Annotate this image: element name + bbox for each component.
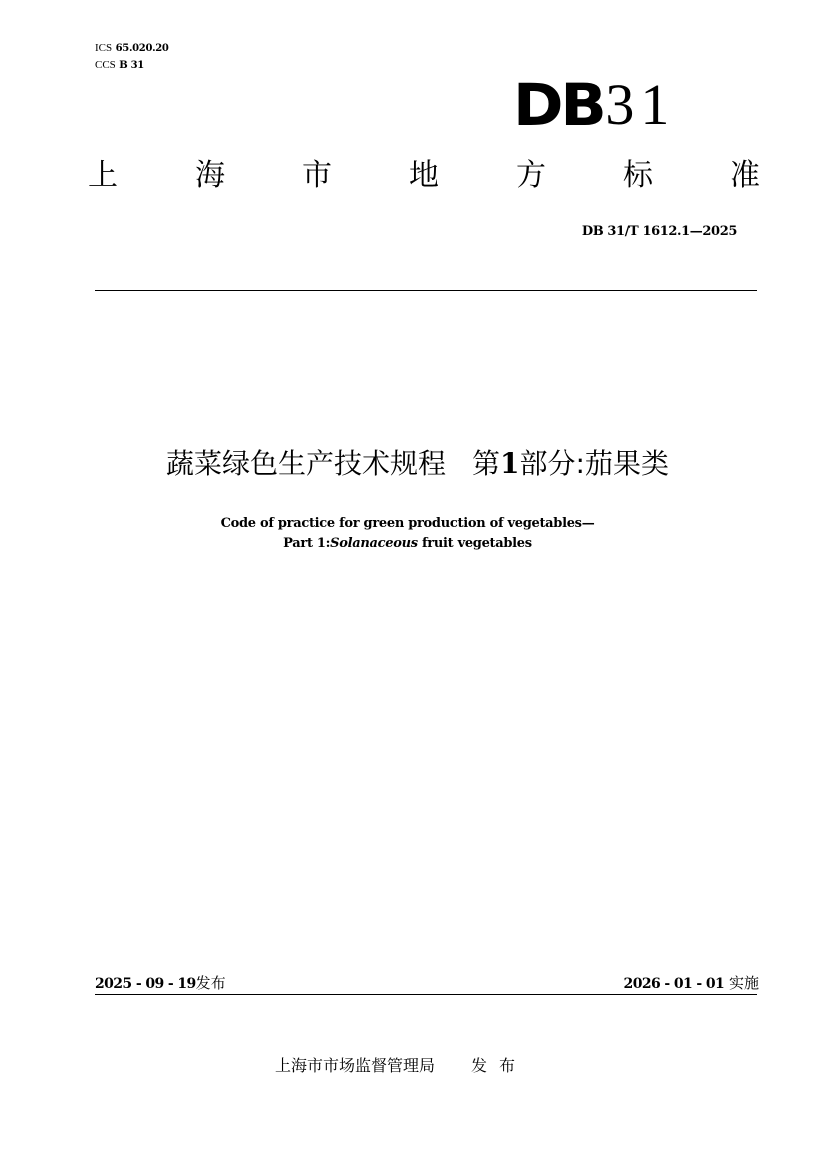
logo-number: 31	[605, 72, 676, 137]
publish-date-block	[95, 972, 226, 993]
title-en-part: Part 1:	[283, 536, 331, 551]
top-divider	[95, 290, 757, 291]
document-title-en	[0, 514, 815, 554]
title-en-italic: Solanaceous	[330, 536, 418, 551]
bottom-divider	[95, 994, 757, 995]
title-cn-part-rest: 部分:茄果类	[519, 447, 669, 480]
ics-line	[95, 40, 169, 57]
standard-type-char: 标	[623, 158, 653, 193]
standard-type-char: 准	[730, 158, 760, 193]
ccs-value: B 31	[119, 60, 144, 71]
title-cn-part-prefix: 第	[472, 447, 501, 480]
implement-date-block	[624, 972, 759, 993]
standard-type-char: 方	[516, 158, 546, 193]
ccs-line	[95, 57, 169, 74]
publish-label: 发布	[195, 974, 226, 992]
title-en-line1: Code of practice for green production of vegetables—	[220, 516, 595, 531]
logo-letters: DB	[513, 71, 604, 139]
publish-date: 2025 - 09 - 19	[95, 976, 196, 992]
issuer-name: 上海市市场监督管理局	[275, 1056, 436, 1075]
issuer-action: 发布	[471, 1056, 528, 1075]
db31-logo	[513, 71, 676, 139]
implement-date: 2026 - 01 - 01	[623, 976, 725, 992]
standard-number: DB 31/T 1612.1—2025	[581, 224, 737, 239]
implement-label: 实施	[728, 974, 759, 992]
issuer-line	[275, 1053, 527, 1076]
ccs-label: CCS	[95, 59, 116, 71]
standard-type-char: 地	[409, 158, 439, 193]
title-en-suffix: fruit vegetables	[417, 536, 532, 551]
standard-type-char: 上	[88, 158, 118, 193]
classification-codes	[95, 40, 169, 74]
standard-type-title	[88, 156, 760, 196]
title-cn-part-number: 1	[500, 447, 520, 480]
ics-value: 65.020.20	[115, 43, 169, 54]
document-title-cn	[0, 444, 815, 484]
ics-label: ICS	[95, 42, 113, 54]
title-en-line2	[0, 534, 815, 554]
standard-type-char: 海	[195, 158, 225, 193]
title-cn-main: 蔬菜绿色生产技术规程	[166, 447, 447, 480]
standard-type-char: 市	[302, 158, 332, 193]
